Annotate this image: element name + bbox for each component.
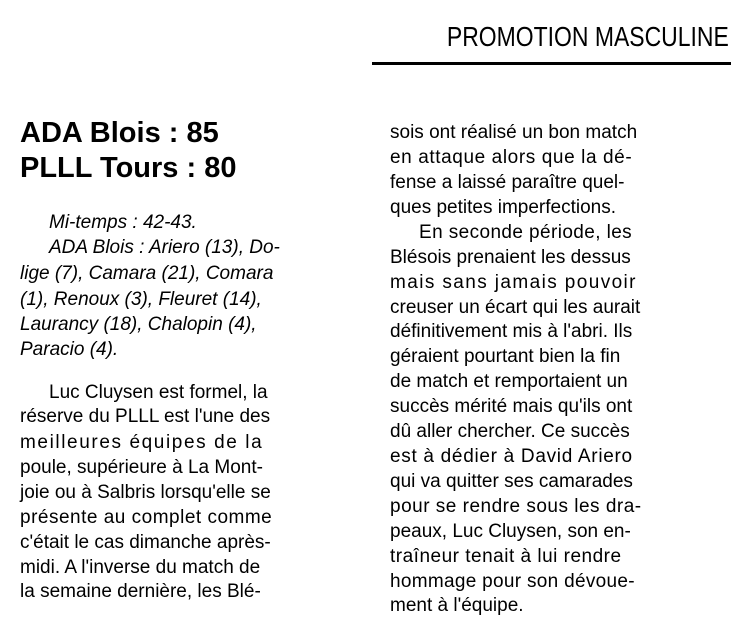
- article-line: qui va quitter ses camarades: [390, 471, 633, 492]
- article-line: mais sans jamais pouvoir: [390, 272, 637, 293]
- article-line: définitivement mis à l'abri. Ils: [390, 321, 633, 342]
- article-line: peaux, Luc Cluysen, son en-: [390, 521, 631, 542]
- article-line: est à dédier à David Ariero: [390, 446, 633, 467]
- article-line: fense a laissé paraître quel-: [390, 172, 625, 193]
- score-line-ada-blois: ADA Blois : 85: [20, 117, 219, 149]
- article-line: En seconde période, les: [419, 222, 633, 243]
- article-line: poule, supérieure à La Mont-: [20, 457, 263, 478]
- summary-line: Mi-temps : 42-43.: [49, 212, 197, 233]
- article-line: en attaque alors que la dé-: [390, 147, 633, 168]
- article-line: la semaine dernière, les Blé-: [20, 581, 261, 602]
- article-line: creuser un écart qui les aurait: [390, 297, 641, 318]
- summary-line: Paracio (4).: [20, 339, 119, 360]
- article-line: réserve du PLLL est l'une des: [20, 406, 271, 427]
- article-line: dû aller chercher. Ce succès: [390, 421, 630, 442]
- article-line: Luc Cluysen est formel, la: [49, 382, 268, 403]
- summary-line: Laurancy (18), Chalopin (4),: [20, 314, 257, 335]
- summary-line: lige (7), Camara (21), Comara: [20, 263, 274, 284]
- summary-line: (1), Renoux (3), Fleuret (14),: [20, 289, 262, 310]
- article-line: midi. A l'inverse du match de: [20, 557, 261, 578]
- article-line: Blésois prenaient les dessus: [390, 247, 631, 268]
- article-line: ment à l'équipe.: [390, 595, 524, 616]
- header-divider: [372, 62, 731, 65]
- article-line: hommage pour son dévoue-: [390, 571, 635, 592]
- article-line: joie ou à Salbris lorsqu'elle se: [20, 482, 271, 503]
- article-line: sois ont réalisé un bon match: [390, 122, 638, 143]
- article-line: ques petites imperfections.: [390, 197, 617, 218]
- section-title: PROMOTION MASCULINE: [447, 21, 729, 52]
- article-line: c'était le cas dimanche après-: [20, 532, 271, 553]
- article-line: succès mérité mais qu'ils ont: [390, 396, 633, 417]
- page-header: [0, 0, 737, 75]
- article-line: meilleures équipes de la: [20, 432, 264, 453]
- article-line: géraient pourtant bien la fin: [390, 346, 621, 367]
- score-line-plll-tours: PLLL Tours : 80: [20, 152, 237, 184]
- article-line: traîneur tenait à lui rendre: [390, 546, 622, 567]
- article-line: présente au complet comme: [20, 507, 273, 528]
- summary-line: ADA Blois : Ariero (13), Do-: [49, 237, 280, 258]
- article-line: de match et remportaient un: [390, 371, 628, 392]
- article-line: pour se rendre sous les dra-: [390, 496, 642, 517]
